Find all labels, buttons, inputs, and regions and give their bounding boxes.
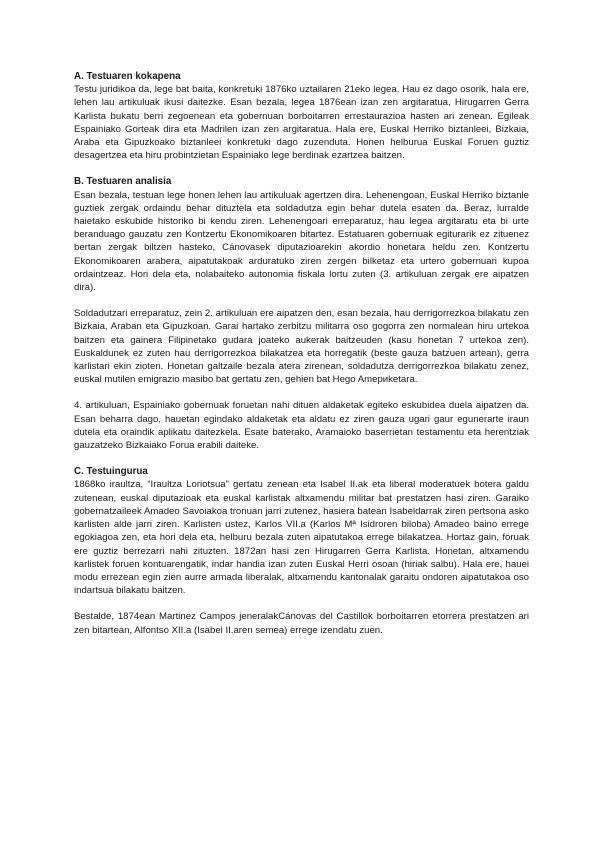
- spacer: [74, 162, 529, 175]
- paragraph-c2: Bestalde, 1874ean Martinez Campos jeneralakCánovas del Castillok borboitarren etorrera prestatzen ari zen bitartean, Alfontso XII.a (Isabel II.aren semea) errege izendatu zuen.: [74, 611, 529, 636]
- document-page: [74, 70, 529, 637]
- section-title-c: C. Testuingurua: [74, 466, 148, 478]
- paragraph-b1: Esan bezala, testuan lege honen lehen lau artikuluak agertzen dira. Lehenengoan, Euskal Herriko biztanle guztiek zergak ordaindu behar dituztela eta soldadutza egin behar dutela esaten da. Beraz, lurralde haietako eskubide historiko bi kendu ziren. Lehenengoari erreparatuz, hau legea argitaratu eta bi urte beranduago gauzatu zen Kontzertu Ekonomikoaren bitartez. Estatuaren gobernuak egiturarik ez zituenez bertan zergak biltzen hasteko, Cánovasek diputazioarekin akordio honetara heldu zen. Kontzertu Ekonomikoaren arabera, aipatutakoak arduratuko ziren zergen bilketaz eta urtero gobernuari kupoa ordaintzeaz. Hori dela eta, nolabaiteko autonomia fiskala lortu zuten (3. artikuluan zergak ere aipatzen dira).: [74, 189, 529, 294]
- paragraph-b3: 4. artikuluan, Espainiako gobernuak foruetan nahi dituen aldaketak egiteko eskubidea duela aipatzen da. Esan beharra dago, hauetan egindako aldaketak eta aldatu ez ziren gauza ugari gaur egunerarte iraun dutela eta oraindik aplikatu daitezkela. Esate baterako, Aramaioko baserrietan testamentu eta herentziak gauzatzeko Bizkaiako Forua erabili daiteke.: [74, 400, 529, 452]
- spacer: [74, 294, 529, 307]
- paragraph-a1: Testu juridikoa da, lege bat baita, konkretuki 1876ko uztailaren 21eko legea. Hau ez dago osorik, hala ere, lehen lau artikuluak ikusi daitezke. Esan bezala, legea 1876ean izan zen argitaratua, Hirugarren Gerra Karlista bukatu berri zegoenean eta gobernuan borboitarren errestaurazioa hasten ari zenean. Egileak Espainiako Gorteak dira eta Madrilen izan zen argitaratua. Hala ere, Euskal Herriko biztanleei, Bizkaia, Araba eta Gipuzkoako biztanleei konkretuki dago zuzenduta. Honen helburua Euskal Foruen guztiz desagertzea eta hiru probintzietan Espainiako lege berdinak ezartzea baitzen.: [74, 84, 529, 162]
- paragraph-c1: 1868ko iraultza, “Iraultza Loriotsua” gertatu zenean eta Isabel II.ak eta liberal moderatuek botera galdu zutenean, euskal diputazioak eta euskal karlistak altxamendu militar bat prestatzen hasi ziren. Garaiko gobernatzaileek Amadeo Savoiakoa tronuan jarri zutenez, hasiera batean Isabeldarrak ziren pertsona asko karlisten alde jarri ziren. Karlisten ustez, Karlos VII.a (Karlos Mª Isidroren biloba) Amadeo baino errege egokiagoa zen, eta hori dela eta, helburu bezala zuten aipatutakoa errege bilakatzea. Hortaz gain, foruak ere guztiz berrezarri nahi zituzten. 1872an hasi zen Hirugarren Gerra Karlista. Honetan, altxamendu karlistek foruen kontuarengatik, indar handia izan zuten Euskal Herri osoan (hiriak salbu). Hala ere, hauei modu errezean egin zien aurre armada liberalak, altxamendu kantonalak garaitu ondoren aipatutakoa oso indartsua bilakatu baitzen.: [74, 479, 529, 597]
- section-title-b: B. Testuaren analisia: [74, 176, 172, 188]
- spacer: [74, 452, 529, 465]
- section-title-a: A. Testuaren kokapena: [74, 71, 181, 82]
- spacer: [74, 386, 529, 399]
- spacer: [74, 597, 529, 610]
- paragraph-b2: Soldadutzari erreparatuz, zein 2. artikuluan ere aipatzen den, esan bezala, hau derrigorrezkoa bilakatu zen Bizkaia, Araban eta Gipuzkoan. Garai hartako zerbitzu militarra oso gogorra zen normalean hiru urtekoa baitzen eta gainera Filipinetako gudara joateko aukerak baitzeuden (kasu honetan 7 urtekoa zen). Euskaldunek ez zuten hau derrigorrezkoa bilakatzea eta horregatik (beste gauza batzuen artean), gerra karlistari ekin zioten. Honetan galtzaile bezala atera zirenean, soldadutza derrigorrezkoa bilakatu zenez, euskal mutilen emigrazio masibo bat gertatu zen, gehien bat Hego Amериketara.: [74, 308, 529, 386]
